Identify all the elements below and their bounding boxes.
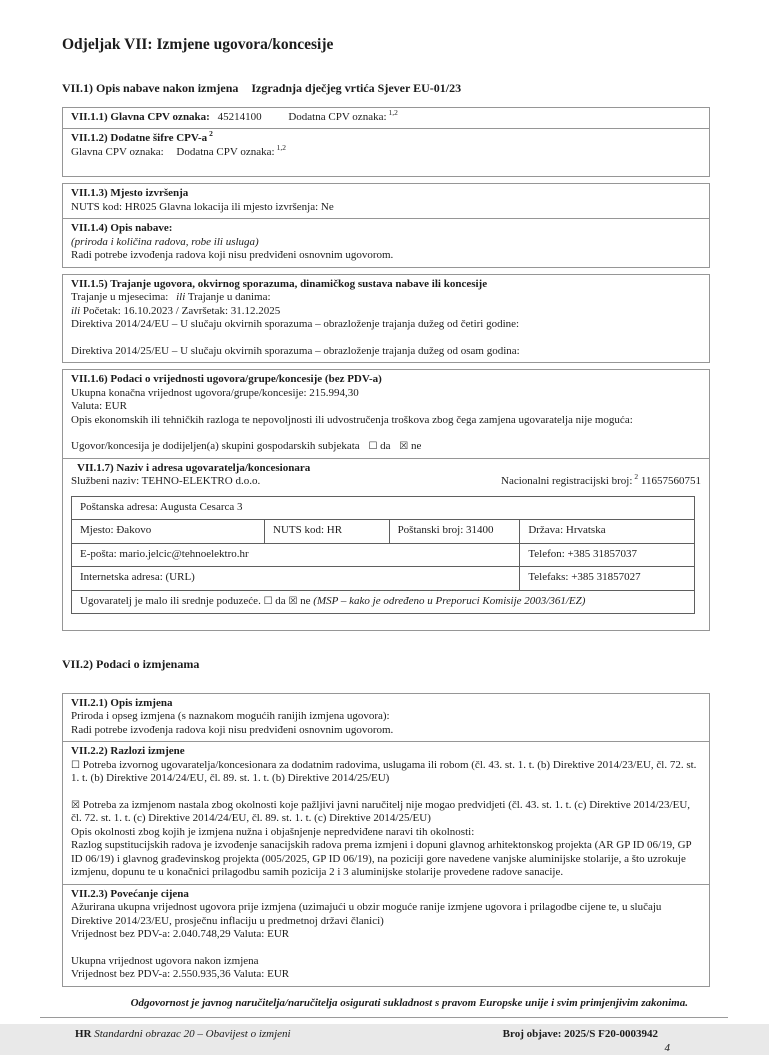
vii1-heading-label: VII.1) Opis nabave nakon izmjena: [62, 81, 238, 95]
table-row: [72, 590, 695, 614]
value-after-line: Vrijednost bez PDV-a: 2.550.935,36 Valuta: EUR: [71, 968, 701, 982]
phone-cell: Telefon: +385 31857037: [520, 543, 694, 567]
directive-25-line: Direktiva 2014/25/EU – U slučaju okvirnih sporazuma – obrazloženje trajanja dužeg od osam godina:: [71, 345, 701, 359]
box-vii1-1: [63, 108, 709, 129]
footnote-ref: 1,2: [277, 143, 286, 152]
footer-divider: [40, 1017, 728, 1018]
reasons-line: Opis ekonomskih ili tehničkih razloga te nepovoljnosti ili udvostručenja troškova zbog čega zamjena ugovaratelja nije moguća:: [71, 414, 701, 428]
checkbox-option2-checked[interactable]: ☒: [71, 800, 80, 811]
vii1-2-cpv-line: [71, 146, 701, 160]
dates-line: [71, 305, 701, 319]
checkbox-ne-checked[interactable]: ☒: [288, 596, 297, 607]
form-identifier: [62, 1028, 291, 1042]
nature-note: (priroda i količina radova, robe ili usluga): [71, 236, 701, 250]
sme-note: (MSP – kako je određeno u Preporuci Komisije 2003/361/EZ): [313, 595, 585, 607]
official-name: Službeni naziv: TEHNO-ELEKTRO d.o.o.: [71, 475, 260, 489]
vii1-5-label: VII.1.5) Trajanje ugovora, okvirnog sporazuma, dinamičkog sustava nabave ili koncesije: [71, 278, 701, 292]
vii1-2-title: [71, 132, 701, 146]
days-label: Trajanje u danima:: [188, 291, 271, 303]
spacer: [71, 332, 701, 345]
responsibility-note: Odgovornost je javnog naručitelja/naručitelja osigurati sukladnost s pravom Europske unije i svim primjenjivim zakonima.: [62, 997, 710, 1011]
box-vii1-7: [63, 458, 709, 631]
vii1-2-additional-label: Dodatna CPV oznaka:: [176, 146, 274, 158]
sme-text: Ugovaratelj je malo ili srednje poduzeće.: [80, 595, 261, 607]
postal-code-cell: Poštanski broj: 31400: [389, 520, 520, 544]
vii1-heading: [62, 82, 710, 96]
vii2-2-label: VII.2.2) Razlozi izmjene: [71, 745, 701, 759]
publication-block: [503, 1028, 710, 1055]
circumstances-text: Razlog supstitucijskih radova je izvođenje sanacijskih radova prema izmjeni i dopuni glavnog arhitektonskog projekta (AR GP ID 06/19, GP ID 06/19) i glavnog građevinskog projekta (005/2025, GP ID 06/19), na poziciji gore navedene vanjske aluminijske stolarije, a što uzrokuje izmjenu, dopunu te u konačnici prilagodbu samih pozicija 2 i 3 aluminijske stolarije provedene radove sanacije.: [71, 839, 701, 880]
document-content: [62, 0, 710, 1055]
da-label: da: [275, 595, 285, 607]
changes-nature-label: Priroda i opseg izmjena (s naznakom mogućih ranijih izmjena ugovora):: [71, 710, 701, 724]
updated-value-note: Ažurirana ukupna vrijednost ugovora prije izmjena (uzimajući u obzir moguće ranije izmjene ugovora i prilagodbe cijene te, u slučaju Direktive 2014/23/EU, prosječnu inflaciju u predmetnoj državi članici): [71, 901, 701, 928]
checkbox-da-unchecked[interactable]: ☐: [264, 596, 273, 607]
contractor-address-table: [71, 496, 695, 615]
changes-description: Radi potrebe izvođenja radova koji nisu predviđeni osnovnim ugovorom.: [71, 724, 701, 738]
checkbox-da-unchecked[interactable]: ☐: [368, 441, 377, 452]
or-word: ili: [176, 291, 185, 303]
footnote-ref: 1,2: [389, 108, 398, 117]
box-vii1-5: [63, 275, 709, 363]
publication-number: Broj objave: 2025/S F20-0003942: [503, 1028, 658, 1042]
checkbox-ne-checked[interactable]: ☒: [399, 441, 408, 452]
group-value-contractor: [62, 369, 710, 631]
postal-address-cell: Poštanska adresa: Augusta Cesarca 3: [72, 496, 695, 520]
page-footer: [62, 1028, 710, 1055]
ne-label: ne: [411, 440, 421, 452]
box-vii1-3: [63, 184, 709, 218]
group-duration: [62, 274, 710, 364]
vii1-4-label: VII.1.4) Opis nabave:: [71, 222, 701, 236]
vii1-2-main-label: Glavna CPV oznaka:: [71, 146, 164, 158]
nat-reg-value: 11657560751: [641, 475, 701, 487]
value-after-label: Ukupna vrijednost ugovora nakon izmjena: [71, 955, 701, 969]
vii1-3-label: VII.1.3) Mjesto izvršenja: [71, 187, 701, 201]
or-word: ili: [71, 305, 80, 317]
box-vii2-2: [63, 741, 709, 884]
option2-text: Potreba za izmjenom nastala zbog okolnosti koje pažljivi javni naručitelj nije mogao predvidjeti (čl. 43. st. 1. t. (c) Direktive 2014/23/EU, čl. 72. st. 1. t. (c) Direktive 2014/24/EU, čl. 89. st. 1. t. (c) Direktive 2014/25/EU): [71, 799, 690, 825]
box-vii1-4: [63, 218, 709, 267]
box-vii1-2: [63, 128, 709, 176]
months-label: Trajanje u mjesecima:: [71, 291, 168, 303]
reason-option-2: [71, 799, 701, 826]
vii1-2-label: VII.1.2) Dodatne šifre CPV-a: [71, 132, 207, 144]
box-vii2-1: [63, 694, 709, 742]
spacer: [71, 786, 701, 799]
table-row: [72, 496, 695, 520]
language-code: HR: [75, 1028, 92, 1040]
vii2-heading: VII.2) Podaci o izmjenama: [62, 658, 710, 672]
table-row: [72, 543, 695, 567]
table-row: [72, 520, 695, 544]
vii1-6-label: VII.1.6) Podaci o vrijednosti ugovora/grupe/koncesije (bez PDV-a): [71, 373, 701, 387]
footnote-ref: 2: [209, 129, 213, 138]
city-cell: Mjesto: Đakovo: [72, 520, 265, 544]
box-vii2-3: [63, 884, 709, 986]
circumstances-label: Opis okolnosti zbog kojih je izmjena nužna i objašnjenje nepredviđene naravi tih okolnosti:: [71, 826, 701, 840]
sme-cell: [72, 590, 695, 614]
fax-cell: Telefaks: +385 31857027: [520, 567, 694, 591]
vii2-1-label: VII.2.1) Opis izmjena: [71, 697, 701, 711]
main-cpv-label: VII.1.1) Glavna CPV oznaka:: [71, 111, 210, 123]
reason-option-1: [71, 759, 701, 786]
main-cpv-value: 45214100: [218, 111, 262, 123]
vii2-3-label: VII.2.3) Povećanje cijena: [71, 888, 701, 902]
section-title: Odjeljak VII: Izmjene ugovora/koncesije: [62, 0, 710, 54]
group-award-text: Ugovor/koncesija je dodijeljen(a) skupini gospodarskih subjekata: [71, 440, 360, 452]
table-row: [72, 567, 695, 591]
box-vii1-6: [63, 370, 709, 458]
group-award-line: [71, 440, 701, 454]
currency-line: Valuta: EUR: [71, 400, 701, 414]
da-label: da: [380, 440, 390, 452]
ne-label: ne: [300, 595, 310, 607]
form-name: Standardni obrazac 20 – Obavijest o izmjeni: [94, 1028, 290, 1040]
nuts-cell: NUTS kod: HR: [265, 520, 390, 544]
vii1-7-label: VII.1.7) Naziv i adresa ugovaratelja/koncesionara: [71, 462, 701, 476]
start-end-dates: Početak: 16.10.2023 / Završetak: 31.12.2025: [83, 305, 280, 317]
vii1-heading-value: Izgradnja dječjeg vrtića Sjever EU-01/23: [251, 81, 461, 95]
checkbox-option1-unchecked[interactable]: ☐: [71, 760, 80, 771]
footnote-ref: 2: [634, 472, 638, 481]
duration-line: [71, 291, 701, 305]
total-value-line: Ukupna konačna vrijednost ugovora/grupe/koncesije: 215.994,30: [71, 387, 701, 401]
additional-cpv-label: Dodatna CPV oznaka:: [288, 111, 386, 123]
nat-reg-label: Nacionalni registracijski broj:: [501, 475, 632, 487]
group-changes: [62, 693, 710, 987]
group-cpv: [62, 107, 710, 178]
country-cell: Država: Hrvatska: [520, 520, 694, 544]
page-number: 4: [503, 1042, 670, 1055]
procurement-description: Radi potrebe izvođenja radova koji nisu predviđeni osnovnim ugovorom.: [71, 249, 701, 263]
email-cell: E-pošta: mario.jelcic@tehnoelektro.hr: [72, 543, 520, 567]
group-place-description: [62, 183, 710, 268]
spacer: [71, 427, 701, 440]
main-cpv-line: [71, 111, 701, 125]
directive-24-line: Direktiva 2014/24/EU – U slučaju okvirnih sporazuma – obrazloženje trajanja dužeg od četiri godine:: [71, 318, 701, 332]
option1-text: Potreba izvornog ugovaratelja/koncesionara za dodatnim radovima, uslugama ili robom (čl. 43. st. 1. t. (b) Direktive 2014/23/EU, čl. 72. st. 1. t. (b) Direktive 2014/24/EU, čl. 89. st. 1. t. (b) Direktive 2014/25/EU): [71, 759, 696, 785]
value-before-line: Vrijednost bez PDV-a: 2.040.748,29 Valuta: EUR: [71, 928, 701, 942]
nuts-line: NUTS kod: HR025 Glavna lokacija ili mjesto izvršenja: Ne: [71, 201, 701, 215]
spacer: [71, 159, 701, 172]
national-reg-number: [501, 475, 701, 489]
url-cell: Internetska adresa: (URL): [72, 567, 520, 591]
official-name-line: [71, 475, 701, 489]
spacer: [71, 942, 701, 955]
